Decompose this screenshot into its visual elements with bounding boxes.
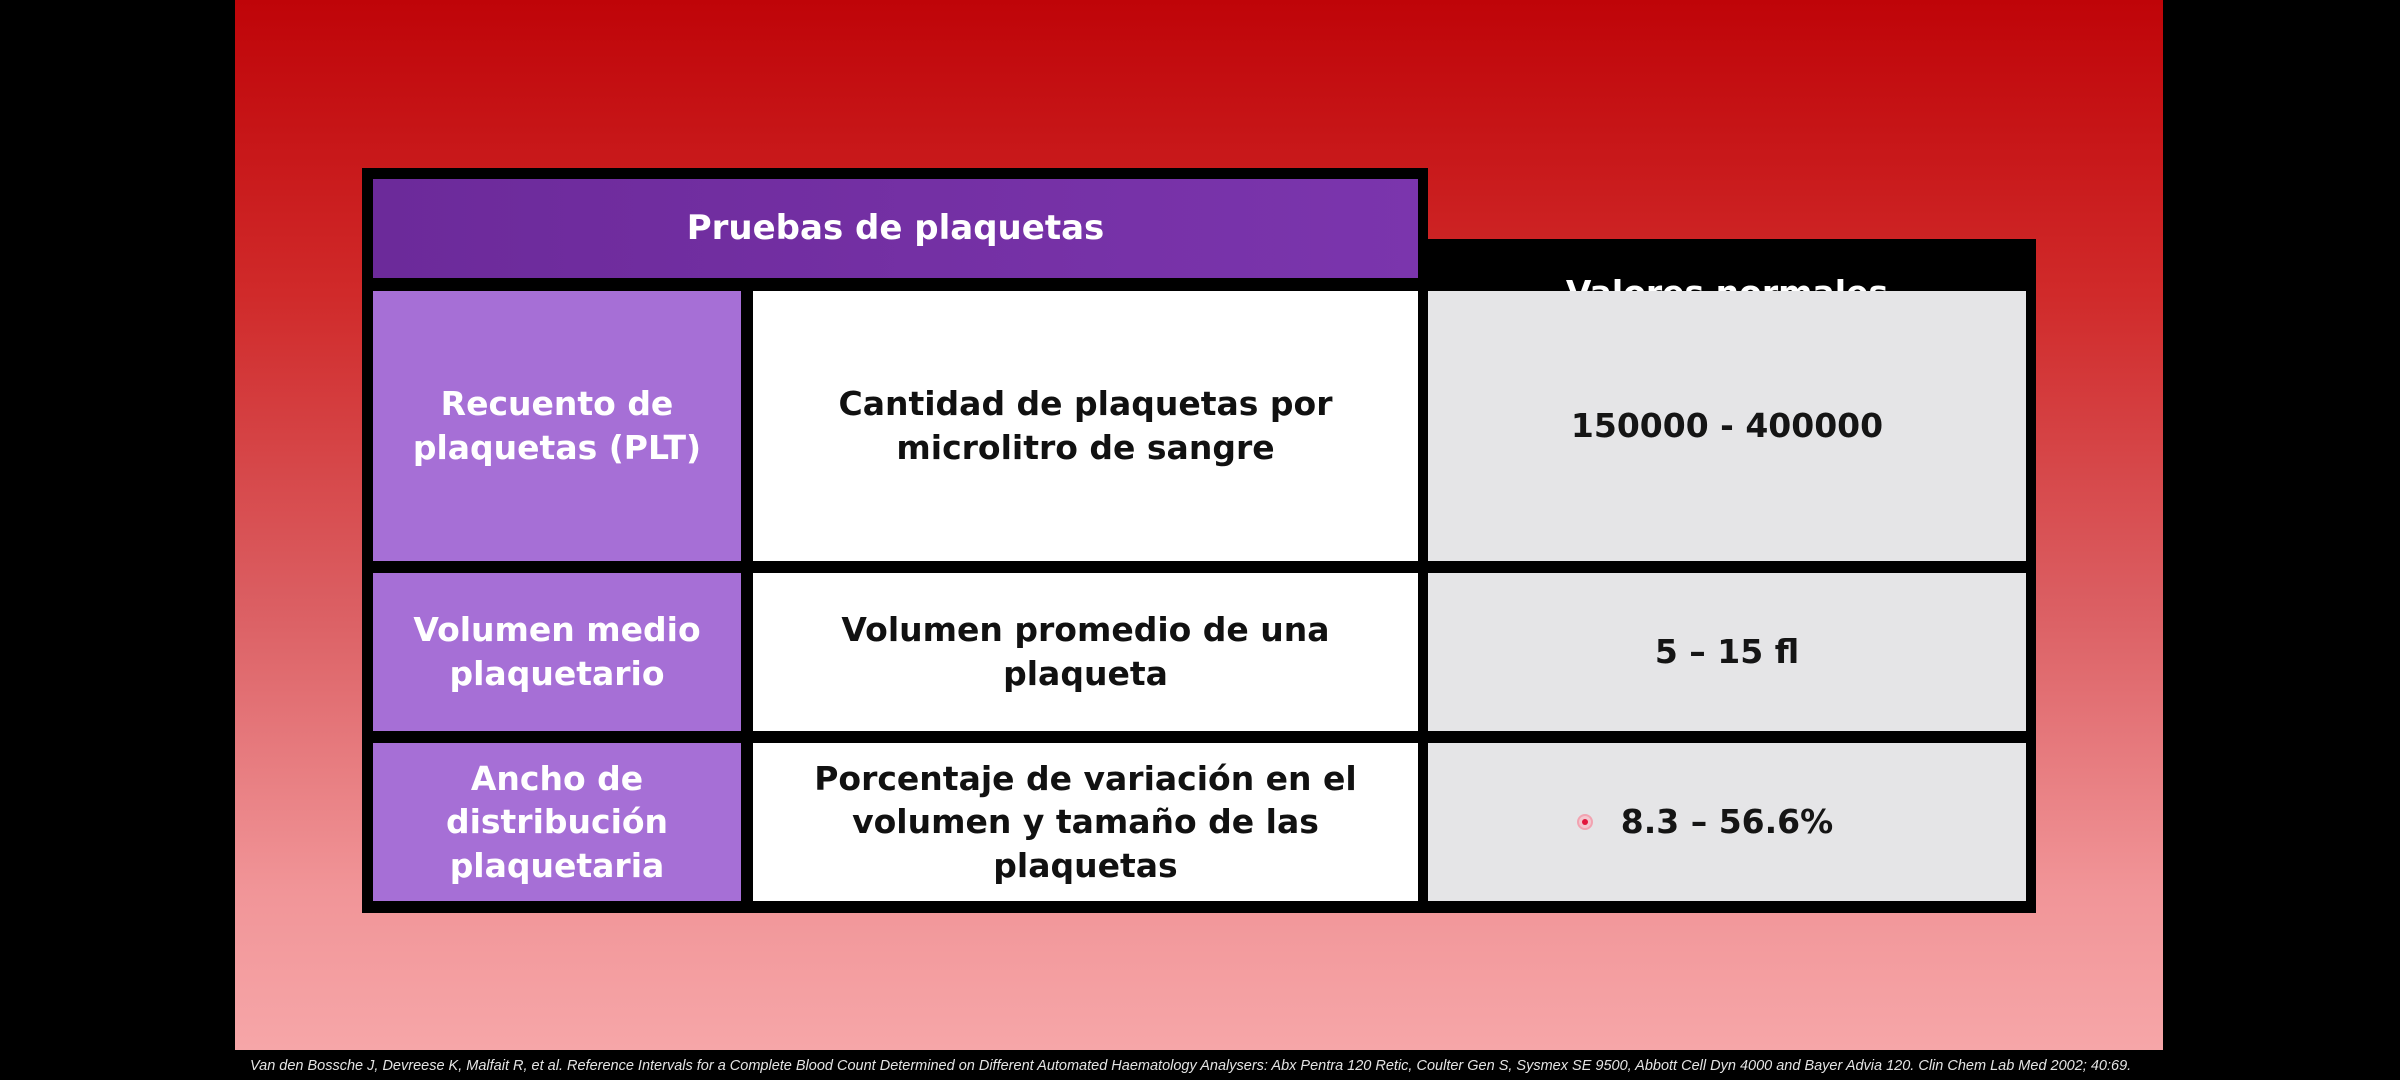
table-header-platelet-tests: Pruebas de plaquetas [373, 179, 1418, 278]
pointer-dot-icon [1577, 814, 1593, 830]
row-2-description: Volumen promedio de una plaqueta [753, 573, 1418, 731]
row-1-description: Cantidad de plaquetas por microlitro de sangre [753, 291, 1418, 561]
slide-citation: Van den Bossche J, Devreese K, Malfait R, et al. Reference Intervals for a Complete Blood Count Determined on Different Automated Haematology Analysers: Abx Pentra 120 Retic, Coulter Gen S, Sysmex SE 9500, Abbott Cell Dyn 4000 and Bayer Advia 120. Clin Chem Lab Med 2002; 40:69. [250, 1058, 2132, 1074]
row-2-normal-value: 5 – 15 fl [1428, 573, 2026, 731]
row-3-description: Porcentaje de variación en el volumen y tamaño de las plaquetas [753, 743, 1418, 901]
row-3-normal-value: 8.3 – 56.6% [1428, 743, 2026, 901]
row-3-test-name: Ancho de distribución plaquetaria [373, 743, 741, 901]
row-1-normal-value: 150000 - 400000 [1428, 291, 2026, 561]
row-1-test-name: Recuento de plaquetas (PLT) [373, 291, 741, 561]
row-2-test-name: Volumen medio plaquetario [373, 573, 741, 731]
